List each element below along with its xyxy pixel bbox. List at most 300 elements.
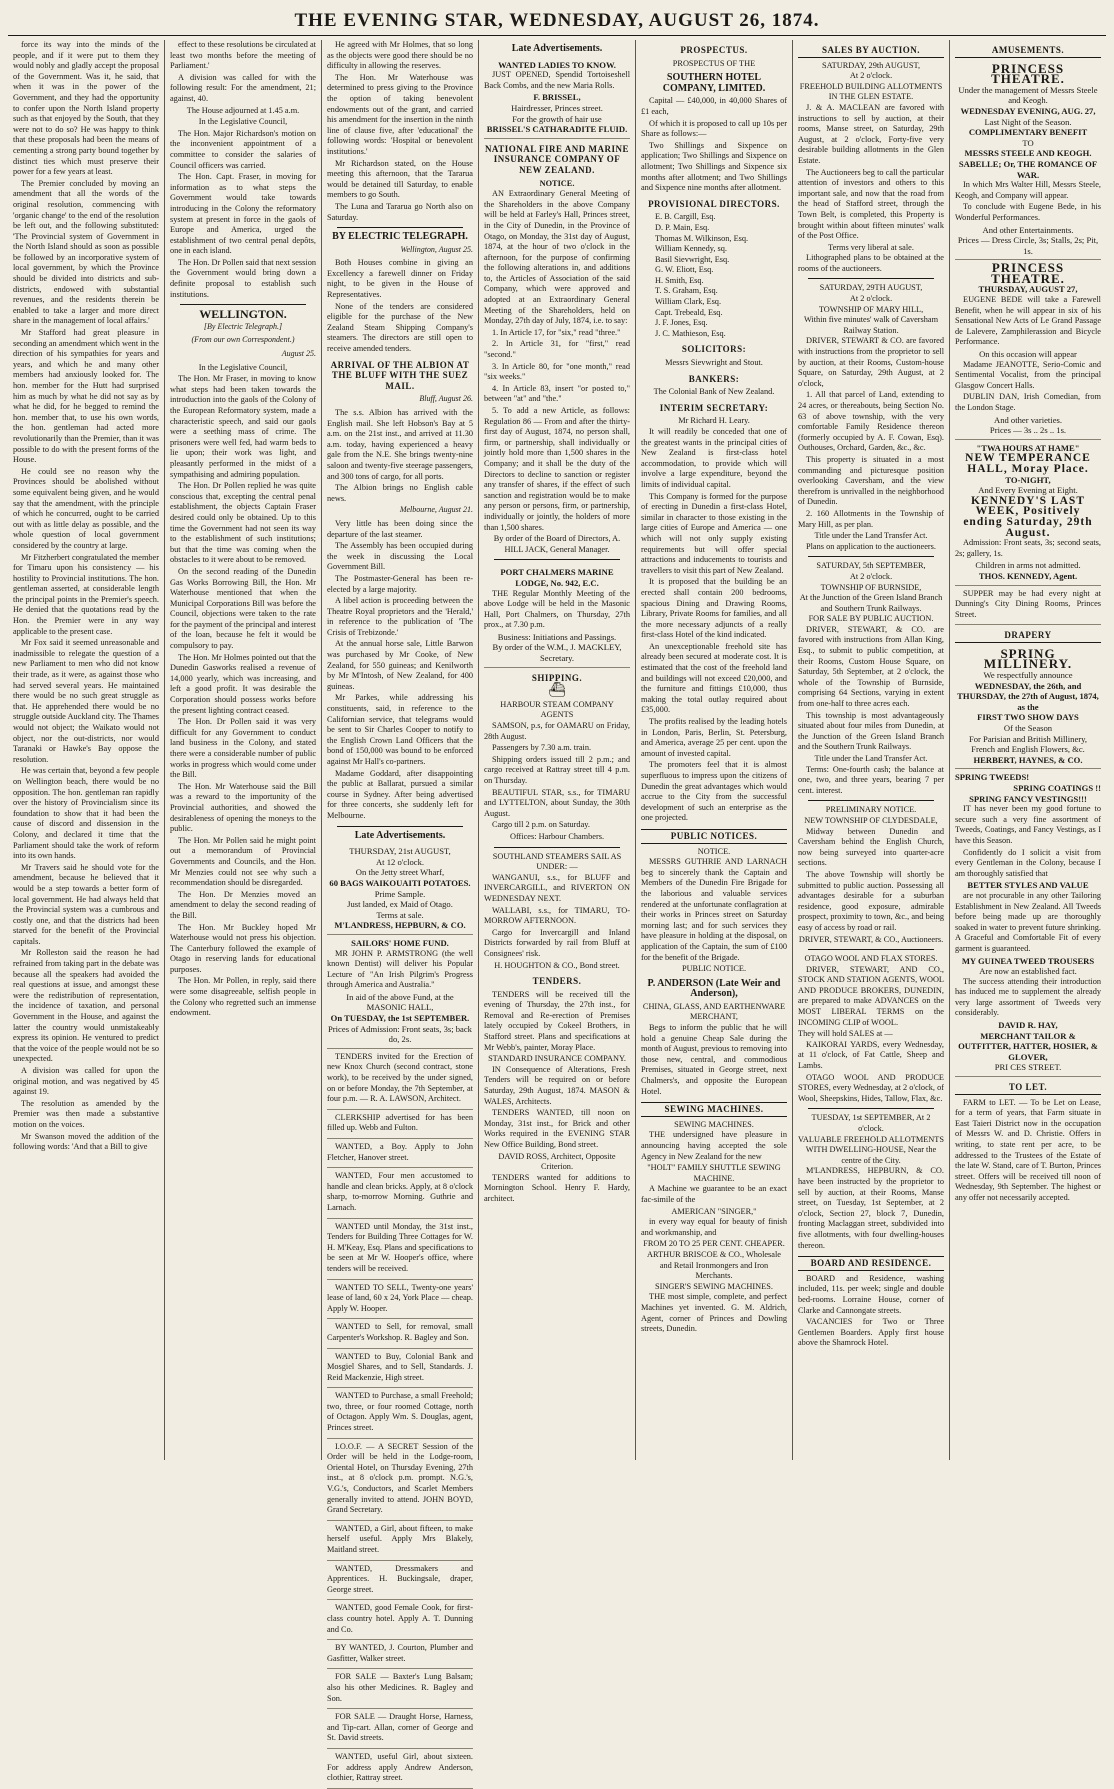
paragraph: At the annual horse sale, Little Barwon was purchased by Mr Cooke, of New Zealand, for 550 guineas; and Kenilworth by Mr M'Intosh, of New Zealand, for 400 guineas. xyxy=(327,639,473,691)
ad-title: PRINCESS THEATRE. xyxy=(991,260,1065,286)
divider xyxy=(494,847,620,848)
section-heading: BY ELECTRIC TELEGRAPH. xyxy=(332,231,468,243)
ad-line: MR JOHN P. ARMSTRONG (the well known Dentist) will deliver his Popular Lecture of "An Irish Pilgrim's Progress through America and Australia." xyxy=(327,948,473,990)
ad-line: ARTHUR BRISCOE & CO., Wholesale and Retail Ironmongers and Iron Merchants. xyxy=(647,1249,781,1281)
paragraph: He agreed with Mr Holmes, that so long as the objects were good there should be no difficulty in allowing the reserves. xyxy=(327,40,473,71)
ad-line: WANTED, Four men accustomed to handle and clean bricks. Apply, at 8 o'clock sharp, to-morrow Morning. Guthrie and Larnach. xyxy=(327,1171,473,1212)
advertisement xyxy=(327,935,473,1049)
section-heading: Late Advertisements. xyxy=(354,829,446,841)
section-heading: DRAPERY xyxy=(955,630,1101,643)
divider xyxy=(808,1108,934,1109)
advertisement xyxy=(955,769,1101,1077)
ad-line: BOARD and Residence, washing included, 11s. per week; single and double bed-rooms. Lorraine House, corner of Clarke and Cannongate streets. xyxy=(798,1273,944,1315)
advertisement xyxy=(327,1439,473,1521)
ad-line: TENDERS will be received till the evening of Thursday, the 27th inst., for Removal and Re-erection of Premises lately occupied by Cokeel Brothers, in Stafford street. Plans and specifications at Mr Webb's, painter, Moray Place. xyxy=(484,989,630,1052)
section-heading: PROVISIONAL DIRECTORS. xyxy=(648,198,780,209)
dateline: Wellington, August 25. xyxy=(400,244,473,254)
ad-line: EUGENE BEDE will take a Farewell Benefit, when he will appear in six of his Sensational New Acts of Le Grand Passage de Lalevere, Zamphilerassion and Bicycle Performance. xyxy=(955,295,1101,347)
paragraph: On the second reading of the Dunedin Gas Works Borrowing Bill, the Hon. Mr Waterhouse mentioned that when the Municipal Corporations Bill was before the Council, objections were taken to the rate for the payment of the principal and interest of the loan, because he felt it would be compulsory to pay. xyxy=(170,566,316,651)
ad-line: Title under the Land Transfer Act. xyxy=(814,531,928,541)
director-name: Capt. Trebeald, Esq. xyxy=(655,307,723,317)
ad-line: At 2 o'clock. xyxy=(849,571,893,581)
ad-line: DUBLIN DAN, Irish Comedian, from the London Stage. xyxy=(955,392,1101,412)
ad-title: SPRING MILLINERY. xyxy=(983,645,1073,672)
ad-line: 60 BAGS WAIKOUAITI POTATOES. xyxy=(329,877,471,888)
ad-line: SPRING FANCY VESTINGS!!! xyxy=(969,793,1087,804)
ad-line: WALLABI, s.s., for TIMARU, TO-MORROW AFTERNOON. xyxy=(484,905,630,926)
ad-line: FARM to LET. — To be Let on Lease, for a term of years, that Farm situate in East Taieri District now in the occupation of Messrs W. and D. Christie. Offers in writing, to state rent per acre, to be addressed to the Trustees of the Estate of the late W. Stand, care of T. Burton, Princes street. Offers will be received till noon of Wednesday, 9th September. The highest or any offer not necessarily accepted. xyxy=(955,1097,1101,1202)
ad-line: WEDNESDAY EVENING, AUG. 27, xyxy=(960,105,1096,116)
ad-line: Last Night of the Season. xyxy=(984,116,1072,127)
ad-line: SATURDAY, 5th SEPTEMBER, xyxy=(816,561,926,571)
ad-line: Mr Richard H. Leary. xyxy=(678,416,750,426)
ad-line: SATURDAY, 29th AUGUST, xyxy=(821,60,921,70)
ad-line: Terms: One-fourth cash; the balance at one, two, and three years, bearing 7 per cent. interest. xyxy=(798,764,944,795)
section-heading: SOLICITORS: xyxy=(681,344,747,355)
ad-line: In which Mrs Walter Hill, Messrs Steele, Keogh, and Company will appear. xyxy=(955,180,1101,200)
ad-line: FOR SALE — Baxter's Lung Balsam; also his other Medicines. R. Bagley and Son. xyxy=(327,1672,473,1703)
ad-line: TOWNSHIP OF MARY HILL, xyxy=(818,304,924,314)
director-name: G. W. Eliott, Esq. xyxy=(655,265,714,275)
column-1 xyxy=(8,40,164,1460)
section-heading: SHIPPING. xyxy=(531,672,583,683)
ad-line: Prices of Admission: Front seats, 3s; back do, 2s. xyxy=(328,1023,472,1045)
columns xyxy=(8,40,1106,1783)
ad-line: The above Township will shortly be submitted to public auction. Possessing all advantages desirable for a suburban residence, good exposure, admirable prospect, proximity to town, &c., and being easy of access by road or rail. xyxy=(798,869,944,932)
paragraph: By order of the Board of Directors, A. HILL JACK, General Manager. xyxy=(493,534,621,554)
ad-line: At 12 o'clock. xyxy=(375,856,425,867)
advertisement xyxy=(327,1110,473,1139)
ad-line: MY GUINEA TWEED TROUSERS xyxy=(961,955,1095,966)
paragraph: Begs to inform the public that he will hold a genuine Cheap Sale during the month of August, previous to removing into those new, central, and commodious Premises, situated in George street, next Chalmers's, and opposite the European Hotel. xyxy=(641,1023,787,1096)
ad-line: JUST OPENED, Spendid Tortoiseshell Back Combs, and the new Maria Rolls. xyxy=(484,70,630,90)
advertisement xyxy=(327,1319,473,1348)
notice-title: PUBLIC NOTICE. xyxy=(681,964,747,974)
ad-line: THURSDAY, AUGUST 27, xyxy=(978,284,1078,295)
ad-line: Terms very liberal at sale. xyxy=(828,242,914,252)
ad-line: WANTED, useful Girl, about sixteen. For address apply Andrew Anderson, clothier, Rattray street. xyxy=(327,1751,473,1783)
ad-line: On the Jetty street Wharf, xyxy=(355,867,445,878)
divider xyxy=(808,278,934,279)
section-heading: INTERIM SECRETARY: xyxy=(659,402,769,413)
ad-line: VACANCIES for Two or Three Gentlemen Boarders. Apply first house above the Shamrock Hotel. xyxy=(798,1317,944,1348)
ad-line: And other Entertainments. xyxy=(982,224,1074,235)
steamship-icon: ⛴ xyxy=(548,683,566,699)
director-name: E. B. Cargill, Esq. xyxy=(655,212,716,222)
paragraph: Mr Rolleston said the reason he had refrained from taking part in the debate was because all the speakers had avoided the real questions at issue, and amongst these were the redistribution of representation, the incidence of taxation, and personal Government in the House, and against the latter the country would unmistakeably express its opinion. He ventured to predict that the voice of the people would not be so unexpected. xyxy=(13,948,159,1064)
ad-line: in every way equal for beauty of finish and workmanship, and xyxy=(641,1217,787,1237)
ad-line: COMPLIMENTARY BENEFIT xyxy=(968,127,1088,138)
section-heading: SALES BY AUCTION. xyxy=(798,45,944,58)
advertisement xyxy=(955,440,1101,586)
ad-line: PRI CES STREET. xyxy=(994,1062,1062,1073)
advertisement xyxy=(327,1749,473,1789)
divider xyxy=(808,800,934,801)
ad-title: PRINCESS THEATRE. xyxy=(991,60,1065,87)
ad-line: WANTED LADIES TO KNOW. xyxy=(498,59,616,70)
paragraph: The Assembly has been occupied during the week in discussing the Local Government Bill. xyxy=(327,541,473,572)
ad-line: And Every Evening at Eight. xyxy=(978,485,1078,496)
ad-line: SOUTHLAND STEAMERS SAIL AS UNDER: — xyxy=(492,851,622,872)
ad-line: They will hold SALES at — xyxy=(798,1029,893,1039)
ad-line: FIRST TWO SHOW DAYS xyxy=(977,712,1079,723)
section-heading: AMUSEMENTS. xyxy=(955,45,1101,58)
ad-line: BRISSEL'S CATHARADITE FLUID. xyxy=(486,124,628,135)
paragraph: The Postmaster-General has been re-elected by a large majority. xyxy=(327,573,473,594)
paragraph: The Hon. Mr Fraser, in moving to know what steps had been taken towards the introduction into the gaols of the Colony of the European Reformatory system, made a characteristic speech, and said our gaols were a seething mass of crime. The prisoners were well fed, had warm beds to lie upon; their work was light, and pleasantly performed in the midst of a sympathising and admiring population. xyxy=(170,374,316,479)
section-heading: BOARD AND RESIDENCE. xyxy=(798,1256,944,1271)
ad-line: Just landed, ex Maid of Otago. xyxy=(347,899,453,910)
paragraph: 3. In Article 80, for "one month," read "six weeks." xyxy=(484,361,630,382)
paragraph: A libel action is proceeding between the Theatre Royal proprietors and the 'Herald,' in reference to the publication of 'The Crisis of Trebizonde.' xyxy=(327,596,473,637)
ad-line: WEDNESDAY, the 26th, and THURSDAY, the 27th of August, 1874, as the xyxy=(957,680,1099,712)
ad-line: Cargo till 2 p.m. on Saturday. xyxy=(492,820,590,830)
ad-line: DRIVER, STEWART, AND CO., STOCK AND STATION AGENTS, WOOL AND PRODUCE BROKERS, DUNEDIN, are prepared to make ADVANCES on the MOST LIBERAL TERMS on the INCOMING CLIP of WOOL. xyxy=(798,964,944,1027)
paragraph: This Company is formed for the purpose of erecting in Dunedin a first-class Hotel, similar in character to those existing in the large cities of Europe and America — one which will not only supply existing requirements but will offer special attractions and inducements to tourists and travellers to visit this part of New Zealand. xyxy=(641,491,787,575)
ad-line: DRIVER, STEWART & CO. are favored with instructions from the proprietor to sell by auction, at their Rooms, Custom-house Square, on Saturday, 29th August, at 2 o'clock, xyxy=(798,336,944,388)
ad-line: Terms at sale. xyxy=(376,909,424,920)
ad-line: TUESDAY, 1st SEPTEMBER, At 2 o'clock. xyxy=(811,1113,931,1133)
ad-line: THOS. KENNEDY, Agent. xyxy=(978,570,1078,581)
ad-line: The Colonial Bank of New Zealand. xyxy=(653,387,775,397)
dateline: (From our own Correspondent.) xyxy=(191,335,295,345)
director-name: J. C. Mathieson, Esq. xyxy=(655,328,726,338)
ad-line: TENDERS wanted for additions to Mornington School. Henry F. Hardy, architect. xyxy=(484,1172,630,1203)
dateline: Bluff, August 26. xyxy=(419,394,473,404)
paragraph: The Hon. Mr Pollen, in reply, said there were some disagreeable, selfish people in the Colony who regretted such an immense endowment. xyxy=(170,976,316,1018)
paragraph: Mr Richardson stated, on the House meeting this afternoon, that the Tararua would be detained till Saturday, to enable members to go South. xyxy=(327,158,473,200)
ad-line: WANTED until Monday, the 31st inst., Tenders for Building Three Cottages for W. H. M'Keay, Esq. Plans and specifications to be seen at Mr W. Hooper's office, where tenders will be received. xyxy=(327,1221,473,1273)
ad-line: PRELIMINARY NOTICE. xyxy=(825,805,917,815)
ad-line: Of the Season xyxy=(1003,723,1053,734)
ad-line: Under the management of Messrs Steele and Keogh. xyxy=(958,84,1098,106)
section-heading: TENDERS. xyxy=(532,976,582,987)
divider xyxy=(337,826,463,827)
ad-line: Passengers by 7.30 a.m. train. xyxy=(492,743,592,753)
section-heading: Late Advertisements. xyxy=(511,43,603,54)
paragraph: The resolution as amended by the Premier was then made a substantive motion on the voices. xyxy=(13,1098,159,1129)
ad-line: By order of the W.M., J. MACKLEY, Secretary. xyxy=(492,642,622,664)
ad-line: 1. All that parcel of Land, extending to 24 acres, or thereabouts, being Section No. 63 of above township, with the very comfortable Family Residence thereon (formerly occupied by A. F. Cowan, Esq). Outhouses, Orchard, Garden, &c., &c. xyxy=(798,390,944,453)
paragraph: It is proposed that the building be an erected shall contain 200 bedrooms, spacious Dining and Drawing Rooms, Library, Private Rooms for families, and all the more necessary adjuncts of a really first-class Hotel of the kind indicated. xyxy=(641,577,787,640)
ad-line: Title under the Land Transfer Act. xyxy=(814,754,928,763)
advertisement xyxy=(327,1521,473,1561)
paragraph: The Hon. Capt. Fraser, in moving for information as to what steps the Government would take towards introducing in the Colony the reformatory system at present in force in the gaols of Europe and America, urged the establishment of two central penal depôts, one in each island. xyxy=(170,172,316,256)
paragraph: He was certain that, beyond a few people on Wellington beach, there would be no opposition. The hon. gentleman ran rapidly over the history of Provincialism since its foundation to show that it had been the cause of discord and dissension in the Colony, and declared it time that the Parliament should take the work of reform into its own hands. xyxy=(13,766,159,861)
paragraph: In the Legislative Council, xyxy=(198,117,288,127)
paragraph: A division was called for upon the original motion, and was negatived by 45 against 19. xyxy=(13,1066,159,1097)
notice-title: NOTICE. xyxy=(539,178,575,188)
ad-line: "TWA HOURS AT HAME" xyxy=(976,442,1080,453)
column-5 xyxy=(635,40,792,1460)
ad-line: Capital — £40,000, in 40,000 Shares of £1 each, xyxy=(641,96,787,116)
ad-line: PROSPECTUS OF THE xyxy=(672,58,756,68)
ad-line: Of which it is proposed to call up 10s per Share as follows:— xyxy=(641,118,787,139)
ad-line: Confidently do I solicit a visit from every Gentleman in the Colony, because I am thoroughly satisfied that xyxy=(955,847,1101,878)
ad-line: H. HOUGHTON & CO., Bond street. xyxy=(494,960,620,970)
masthead: THE EVENING STAR, WEDNESDAY, AUGUST 26, 1874. xyxy=(8,8,1106,36)
ad-line: MERCHANT TAILOR & OUTFITTER, HATTER, HOSIER, & GLOVER, xyxy=(958,1030,1098,1062)
ad-line: M'LANDRESS, HEPBURN, & CO. have been instructed by the proprietor to sell by auction, at their Rooms, Manse street, on Tuesday, 1st September, at 2 o'clock, Section 27, block 7, Dunedin, fronting Maclaggan street, subdivided into five allotments, with four dwelling-houses thereon. xyxy=(798,1166,944,1250)
ad-line: A Machine we guarantee to be an exact fac-simile of the xyxy=(641,1184,787,1204)
column-6 xyxy=(792,40,949,1460)
section-heading: PUBLIC NOTICES. xyxy=(641,829,787,844)
ad-line: are not procurable in any other Tailoring Establishment in New Zealand. All Tweeds before being made up are thoroughly soaked in water to prevent future shrinking. A Graceful and Comfortable Fit of every garment is guaranteed. xyxy=(955,890,1101,953)
ad-line: The Auctioneers beg to call the particular attention of investors and others to this important sale, and now that the road from the head of Stafford street, through the Town Belt, is completed, this Property is brought within about fifteen minutes' walk of the Post Office. xyxy=(798,167,944,241)
ad-line: Cargo for Invercargill and Inland Districts forwarded by rail from Bluff at Consignees' risk. xyxy=(484,927,630,958)
paragraph: The Hon. Mr Buckley hoped Mr Waterhouse would not press his objection. The Canterbury followed the example of Otago in reserving lands for educational purposes. xyxy=(170,922,316,974)
ad-line: BY WANTED, J. Courton, Plumber and Gasfitter, Walker street. xyxy=(327,1643,473,1663)
ad-line: Within five minutes' walk of Caversham Railway Station. xyxy=(803,315,939,335)
ad-line: WANTED to Purchase, a small Freehold; two, three, or four roomed Cottage, north of Octagon. Apply Wm. S. Douglas, agent, Princes street. xyxy=(327,1391,473,1433)
dateline: Melbourne, August 21. xyxy=(399,505,473,515)
ad-line: Madame JEANOTTE, Serio-Comic and Sentimental Vocalist, from the principal Glasgow Concert Halls. xyxy=(955,359,1101,390)
dateline: [By Electric Telegraph.] xyxy=(203,321,283,331)
director-name: William Clark, Esq. xyxy=(655,297,722,307)
ad-line: For Parisian and British Millinery, xyxy=(968,733,1088,744)
advertisement xyxy=(484,57,630,139)
divider xyxy=(808,949,934,950)
ad-line: CHINA, GLASS, AND EARTHENWARE MERCHANT, xyxy=(642,1001,786,1022)
ad-line: WANTED, good Female Cook, for first-class country hotel. Apply A. T. Dunning and Co. xyxy=(327,1603,473,1634)
ad-line: SABELLE; Or, THE ROMANCE OF WAR. xyxy=(958,158,1098,180)
paragraph: It will readily be conceded that one of the greatest wants in the principal cities of New Zealand is first-class hotel accommodation, to provide which will involve a large expenditure, beyond the limits of individual capital. xyxy=(641,427,787,489)
column-2 xyxy=(164,40,321,1460)
ad-line: At 2 o'clock. xyxy=(849,71,893,81)
notice-title: NOTICE. xyxy=(697,846,731,856)
divider xyxy=(808,556,934,557)
ad-line: At the Junction of the Green Island Branch and Southern Trunk Railways. xyxy=(799,593,943,613)
ad-line: Shipping orders issued till 2 p.m.; and cargo received at Rattray street till 4 p.m. on Thursday. xyxy=(484,754,630,785)
ad-line: WANTED, Dressmakers and Apprentices. H. Buckingsale, draper, George street. xyxy=(327,1563,473,1594)
ad-line: "HOLT" FAMILY SHUTTLE SEWING MACHINE. xyxy=(647,1163,781,1183)
ad-line: TENDERS WANTED, till noon on Monday, 31st inst., for Brick and other Works required in the EVENING STAR New Office Building, Bond street. xyxy=(484,1108,630,1149)
ad-line: SAILORS' HOME FUND. xyxy=(351,937,449,948)
paragraph: 4. In Article 83, insert "or posted to," between "at" and "the." xyxy=(484,383,630,404)
paragraph: The Luna and Tararua go North also on Saturday. xyxy=(327,201,473,222)
advertisement xyxy=(955,586,1101,626)
paragraph: The Hon. Dr Pollen said that next session the Government would bring down a definite proposal to establish such institutions. xyxy=(170,257,316,299)
ad-title: NEW TEMPERANCE HALL, Moray Place. xyxy=(965,452,1091,475)
paragraph: The s.s. Albion has arrived with the English mail. She left Hobson's Bay at 5 a.m. on the 21st inst., and arrived at 11.30 a.m. today, having experienced a heavy gale from the N.E. She brings twenty-nine saloon and twenty-five steerage passengers, and 300 tons of cargo, for all ports. xyxy=(327,408,473,481)
ad-line: SATURDAY, 29TH AUGUST, xyxy=(819,283,923,293)
director-name: T. S. Graham, Esq. xyxy=(655,286,718,296)
advertisement xyxy=(327,843,473,935)
ad-line: DAVID ROSS, Architect, Opposite Criterion. xyxy=(498,1151,616,1172)
paragraph: He could see no reason why the Provinces should be abolished without some equivalent being given, and he would say that the amendment, with the principle of which he concurred, ought to be carried out with as little delay as possible, and the whole question of local government considered by the country at large. xyxy=(13,466,159,550)
ad-line: TO xyxy=(1022,137,1034,148)
ad-line: I.O.O.F. — A SECRET Session of the Order will be held in the Lodge-room, Oriental Hotel, on Thursday Evening, 27th inst., at 8 o'clock p.m. prompt. N.G.'s, V.G.'s, Conductors, and Scarlet Members generally invited to attend. JOHN BOYD, Grand Secretary. xyxy=(327,1441,473,1515)
ad-line: Business: Initiations and Passings. xyxy=(497,631,617,642)
paragraph: Mr Travers said he should vote for the amendment, because he believed that it would be a step towards a better form of local government. He had always held that the Provincial system was a cumbrous and costly one, and that the districts had been starved for the benefit of the Provincial capitals. xyxy=(13,862,159,946)
paragraph: 1. In Article 17, for "six," read "three." xyxy=(492,327,621,337)
paragraph: 2. In Article 31, for "first," read "second." xyxy=(484,339,630,360)
ad-line: FREEHOLD BUILDING ALLOTMENTS IN THE GLEN ESTATE. xyxy=(799,81,943,102)
advertisement xyxy=(327,1600,473,1640)
paragraph: effect to these resolutions be circulated at least two months before the meeting of Parliament.' xyxy=(170,40,316,71)
ad-line: To conclude with Eugene Bede, in his Wonderful Performances. xyxy=(955,202,1101,222)
ad-line: THE undersigned have pleasure in announcing having accepted the sole Agency in New Zealand for the new xyxy=(641,1130,787,1161)
ad-line: Are now an established fact. xyxy=(979,966,1077,977)
ad-line: J. & A. MACLEAN are favored with instructions to sell by auction, at their rooms, Manse street, on Saturday, 29th August, at 2 o'clock, Forty-five very desirable building allotments in the Glen Estate. xyxy=(798,102,944,165)
ad-line: THE Regular Monthly Meeting of the above Lodge will be held in the Masonic Hall, Port Chalmers, on Thursday, 27th prox., at 7.30 p.m. xyxy=(484,588,630,630)
advertisement xyxy=(327,1349,473,1389)
advertisement xyxy=(955,646,1101,770)
ad-line: This property is situated in a most commanding and picturesque position overlooking Caversham, and the view therefrom is unrivalled in the neighborhood of Dunedin. xyxy=(798,454,944,507)
director-name: Basil Sievwright, Esq. xyxy=(655,254,730,264)
paragraph: force its way into the minds of the people, and if it were put to them they would nobly and gladly accept the proposal of the Government. Was it, he said, that when it was in the power of the Government, and they had the opportunity to confer upon the North Island property such as that enjoyed by the South, that they were not to do so? He was happy to think that these proposals had been the means of cementing a strong party bound together by distinct ties which must preserve their power for a few years at least. xyxy=(13,40,159,177)
ad-line: P. ANDERSON (Late Weir and Anderson), xyxy=(647,977,781,1000)
paragraph: The Hon. Major Richardson's motion on the inconvenient appointment of a committee to consider the salaries of Council officers was carried. xyxy=(170,128,316,170)
advertisement xyxy=(484,564,630,667)
paragraph: Madame Goddard, after disappointing the public at Ballarat, pursued a similar course in Sydney. After being advertised for three concerts, she suddenly left for Melbourne. xyxy=(327,768,473,820)
ad-line: STANDARD INSURANCE COMPANY. xyxy=(488,1054,626,1064)
ad-line: DRIVER, STEWART, & CO., Auctioneers. xyxy=(798,934,944,944)
divider xyxy=(337,227,463,228)
paragraph: The profits realised by the leading hotels in London, Paris, Berlin, St. Petersburg, and America, average 25 per cent. upon the amount of invested capital. xyxy=(641,717,787,758)
section-heading: TO LET. xyxy=(955,1082,1101,1095)
ad-line: Two Shillings and Sixpence on application; Two Shillings and Sixpence on allotment; Two Shillings and Sixpence six months after allotment; and Two Shillings and Sixpence nine months after allotment. xyxy=(641,140,787,193)
ad-line: SOUTHERN HOTEL COMPANY, LIMITED. xyxy=(662,72,766,94)
advertisement xyxy=(327,1388,473,1438)
ad-line: NEW TOWNSHIP OF CLYDESDALE, xyxy=(804,815,938,825)
paragraph: Mr Fitzherbert congratulated the member for Timaru upon his consistency — his hostility to Provincial institutions. The hon. gentleman asserted, at considerable length the principal points in the Premier's speech. He denied that the quotations read by the Hon. the Premier were in any way applicable to the present case. xyxy=(13,552,159,636)
ad-line: The success attending their introduction has induced me to supplement the already very large assortment of Tweeds very considerably. xyxy=(955,976,1101,1018)
ad-line: IT has never been my good fortune to secure such a very fine assortment of Tweeds, Coatings, and Fancy Vestings, as I have this Season. xyxy=(955,804,1101,845)
section-heading: SEWING MACHINES. xyxy=(641,1102,787,1117)
ad-line: HARBOUR STEAM COMPANY AGENTS xyxy=(500,699,614,720)
paragraph: The Hon. Mr Holmes pointed out that the Dunedin Gasworks realised a revenue of 14,000 yearly, which was increasing, and left a good profit. It was desirable the Corporation should possess works before the present lighting contract ceased. xyxy=(170,652,316,715)
paragraph: Mr Fox said it seemed unreasonable and inadmissible to relegate the question of a new Parliament to men who did not know their trade, as it were, as against those who had served several years. He maintained there would be no such great struggle as that. He apprehended there would be no struggle outside Auckland city. The Thames would not object; the Waikato would not object, nor the out-districts, nor would Taranaki or Hawke's Bay oppose the resolution. xyxy=(13,638,159,764)
paragraph: The Premier concluded by moving an amendment that all the words of the original resolution, commencing with 'organic change' to the end of the resolution be left out, and the following substituted: 'The Provincial system of Government in the North Island should as soon as possible be followed by an incorporative system of local government, by which the Province should be divided into districts and sub-districts, endowed with substantial revenues, and the residents therein be enabled to take a larger and more direct share in the management of local affairs.' xyxy=(13,178,159,326)
paragraph: 5. To add a new Article, as follows: Regulation 86 — From and after the thirty-first day of August, 1874, no person shall, firm, or partnership, shall individually or jointly hold more than 1,500 shares in the Company; and it shall be the duty of the Directors to decline to sanction or register any transfer of shares, if the effect of such sanction and registration would be to make any person or persons, firm, or partnership, individually or jointly, the holders of more than 1,500 shares. xyxy=(484,406,630,532)
paragraph: An unexceptionable freehold site has already been secured at moderate cost. It is estimated that the cost of the freehold land and buildings will not exceed £20,000, and the furniture and fittings £10,000, thus making the total outlay required about £35,000. xyxy=(641,641,787,715)
ad-line: WANTED TO SELL, Twenty-one years' lease of land, 60 x 24, York Place — cheap. Apply W. Hooper. xyxy=(327,1282,473,1313)
ad-line: Prices — 3s .. 2s .. 1s. xyxy=(989,425,1067,436)
ad-line: Children in arms not admitted. xyxy=(975,560,1081,571)
ad-line: BEAUTIFUL STAR, s.s., for TIMARU and LYTTELTON, about Sunday, the 30th August. xyxy=(484,787,630,818)
ad-line: THURSDAY, 21st AUGUST, xyxy=(349,846,451,857)
paragraph: MESSRS GUTHRIE AND LARNACH beg to sincerely thank the Captain and Members of the Dunedin Fire Brigade for the laborious and valuable services rendered at the unfortunate conflagration at their works in Princes street on Saturday morning last; and for such services they have pleasure in holding at the disposal, on application of the Captain, the sum of £100 for the benefit of the Brigade. xyxy=(641,857,787,962)
section-heading: WELLINGTON. xyxy=(199,307,287,322)
section-heading: NATIONAL FIRE AND MARINE INSURANCE COMPANY OF NEW ZEALAND. xyxy=(484,143,630,175)
ad-line: At 2 o'clock. xyxy=(849,294,893,304)
ad-line: SUPPER may be had every night at Dunning's City Dining Rooms, Princes Street. xyxy=(955,588,1101,619)
paragraph: The Hon. Dr Pollen replied he was quite conscious that, excepting the central penal establishment, the objects Captain Fraser desired could only be obtained. Up to this time the Government had not seen its way to the establishment of such institutions; but that the time was coming when the obstacles to it were about to be removed. xyxy=(170,481,316,565)
ad-line: This township is most advantageously situated about four miles from Dunedin, at the Junction of the Green Island Branch and the Southern Trunk Railways. xyxy=(798,710,944,752)
ad-line: Messrs Sievwright and Stout. xyxy=(665,358,763,368)
paragraph: Very little has been doing since the departure of the last steamer. xyxy=(327,518,473,539)
ad-line: OTAGO WOOL AND PRODUCE STORES, every Wednesday, at 2 o'clock, of Wool, Sheepskins, Hides, Tallow, Flax, &c. xyxy=(798,1072,944,1103)
paragraph: None of the tenders are considered eligible for the purchase of the New Zealand Steam Shipping Company's steamers. The directors are still open to receive amended tenders. xyxy=(327,301,473,354)
paragraph: The Hon. Dr Menzies moved an amendment to delay the second reading of the Bill. xyxy=(170,889,316,920)
ad-line: TO-NIGHT, xyxy=(1005,474,1051,485)
paragraph: The Hon. Mr Pollen said he might point out a memorandum of Provincial Governments and Councils, and the Hon. Mr Menzies could not see why such a recommendation should be disregarded. xyxy=(170,835,316,888)
paragraph: Mr Parkes, while addressing his constituents, said, in reference to the Californian service, that telegrams would be sent to Sir Charles Cooper to notify to the English Crown Land Officers that the bond of 150,000 was bound to be enforced against Mr Hall's co-partners. xyxy=(327,693,473,766)
paragraph: Mr Swanson moved the addition of the following words: 'And that a Bill to give xyxy=(13,1131,159,1152)
director-name: J. F. Jones, Esq. xyxy=(655,318,708,328)
ad-line: On this occasion will appear xyxy=(979,349,1077,360)
ad-line: French and English Flowers, &c. xyxy=(971,744,1085,755)
column-3 xyxy=(321,40,478,1783)
director-name: William Kennedy, sq. xyxy=(655,244,727,254)
ad-line: TOWNSHIP OF BURNSIDE, xyxy=(820,582,922,592)
ad-line: THE most simple, complete, and perfect Machines yet invented. G. M. Aldrich, Agent, corner of Princes and Dowling streets, Dunedin. xyxy=(641,1292,787,1334)
ad-line: WANTED to Buy, Colonial Bank and Mosgiel Shares, and to Sell, Standards. J. Reid Mackenzie, High street. xyxy=(327,1351,473,1382)
ad-line: FROM 20 TO 25 PER CENT. CHEAPER. xyxy=(643,1239,785,1249)
ad-line: Admission: Front seats, 3s; second seats, 2s; gallery, 1s. xyxy=(955,538,1101,558)
ad-line: MESSRS STEELE AND KEOGH. xyxy=(964,148,1092,159)
ad-line: In aid of the above Fund, at the MASONIC HALL, xyxy=(346,991,454,1013)
ad-line: CLERKSHIP advertised for has been filled up. Webb and Fulton. xyxy=(327,1112,473,1133)
ad-line: And other varieties. xyxy=(993,414,1062,425)
column-4 xyxy=(478,40,635,1460)
ad-line: WANTED to Sell, for removal, small Carpenter's Workshop. R. Bagley and Son. xyxy=(327,1322,473,1342)
paragraph: Mr Stafford had great pleasure in seconding an amendment which went in the direction of his sympathies for years and years, and which he and many other members had anxiously looked for. The hon. member for the Hutt had surprised him as much by what he did not say as by what he did, for he begged to remind the hon. member that, to use his own words, the hon. gentleman had acted more revolutionarily than the Premier, than it was possible to do with the present forms of the House. xyxy=(13,328,159,465)
ad-line: Plans on application to the auctioneers. xyxy=(806,541,936,551)
ad-line: SPRING TWEEDS! xyxy=(955,772,1030,783)
ad-line: FOR SALE BY PUBLIC AUCTION. xyxy=(808,614,934,624)
ad-line: For the growth of hair use xyxy=(512,113,602,124)
ad-line: SINGER'S SEWING MACHINES. xyxy=(655,1281,773,1291)
ad-line: On TUESDAY, the 1st SEPTEMBER. xyxy=(330,1013,470,1024)
director-name: Thomas M. Wilkinson, Esq. xyxy=(655,233,749,243)
paragraph: The Hon. Mr Waterhouse was determined to press giving to the Province the option of taking benevolent endowments out of the grant, and carried his amendment for the insertion in the ninth line of clause five, after 'educational' the following words: 'Hospital or benevolent institutions.' xyxy=(327,72,473,156)
ad-line: BETTER STYLES AND VALUE xyxy=(967,880,1089,891)
advertisement xyxy=(327,1219,473,1280)
divider xyxy=(494,559,620,560)
ad-line: Hairdresser, Princes street. xyxy=(511,102,603,113)
ad-line: TENDERS invited for the Erection of new Knox Church (second contract, stone work), to be received by the under signed, on or before Monday, the 7th September, at four p.m. — R. A. LAWSON, Architect. xyxy=(327,1051,473,1104)
ad-line: Prices — Dress Circle, 3s; Stalls, 2s; Pit, 1s. xyxy=(957,235,1099,256)
ad-line: SAMSON, p.s, for OAMARU on Friday, 28th August. xyxy=(484,721,630,741)
advertisement xyxy=(327,1139,473,1168)
ad-line: FOR SALE — Draught Horse, Harness, and Tip-cart. Allan, corner of George and St. David streets. xyxy=(327,1712,473,1743)
ad-line: F. BRISSEL, xyxy=(533,92,581,103)
ad-line: Lithographed plans to be obtained at the rooms of the auctioneers. xyxy=(798,253,944,273)
director-name: D. P. Main, Esq. xyxy=(655,222,710,232)
paragraph: The Hon. Dr Pollen said it was very difficult for any Government to conduct land business in the Colony, and stated there were a considerable number of public works in progress which would come under the Bill. xyxy=(170,717,316,780)
ad-line: Offices: Harbour Chambers. xyxy=(509,831,605,841)
dateline: August 25. xyxy=(281,349,316,359)
paragraph: Both Houses combine in giving an Excellency a farewell dinner on Friday night, to be given in the House of Representatives. xyxy=(327,258,473,300)
ad-line: SEWING MACHINES. xyxy=(674,1119,754,1129)
ad-line: DRIVER, STEWART, & CO. are favored with instructions from Allan King, Esq., to submit to public competition, at their Rooms, Custom House Square, on Saturday, 5th September, at 2 o'clock, the whole of the Township of Burnside, comprising 64 Sections, varying in extent from one-half to three acres each. xyxy=(798,624,944,709)
section-heading: PROSPECTUS. xyxy=(680,45,748,55)
advertisement xyxy=(327,1561,473,1601)
advertisement xyxy=(955,260,1101,440)
paragraph: AN Extraordinary General Meeting of the Shareholders in the above Company will be held at Farley's Hall, Princes street, in the City of Dunedin, in the Province of Otago, on Monday, the 31st day of August, 1874, at the hour of two o'clock in the afternoon, for the purpose of confirming the following alterations in, and additions to, the Articles of Association of the said Company, which were approved and adopted at an Extraordinary General Meeting of the Shareholders, held on Monday, 27th day of July, 1874, i.e. to say: xyxy=(484,189,630,326)
director-name: H. Smith, Esq. xyxy=(655,275,704,285)
advertisement xyxy=(327,1049,473,1110)
ad-line: KAIKORAI YARDS, every Wednesday, at 11 o'clock, of Fat Cattle, Sheep and Lambs. xyxy=(798,1039,944,1071)
divider xyxy=(180,304,306,305)
section-heading: BANKERS: xyxy=(688,373,740,384)
ad-line: 2. 160 Allotments in the Township of Mary Hill, as per plan. xyxy=(798,508,944,529)
ad-line: DAVID R. HAY, xyxy=(998,1020,1058,1031)
ad-line: SPRING COATINGS !! xyxy=(1013,783,1101,793)
advertisement xyxy=(327,1168,473,1218)
ad-line: We respectfully announce xyxy=(983,670,1073,681)
ad-line: WANGANUI, s.s., for BLUFF and INVERCARGILL, and RIVERTON ON WEDNESDAY NEXT. xyxy=(484,872,630,903)
paragraph: The Albion brings no English cable news. xyxy=(327,483,473,503)
ad-line: OTAGO WOOL AND FLAX STORES. xyxy=(804,954,938,964)
ad-line: Midway between Dunedin and Caversham behind the English Church, now being surveyed into quarter-acre sections. xyxy=(798,826,944,868)
section-heading: ARRIVAL OF THE ALBION AT THE BLUFF WITH THE SUEZ MAIL. xyxy=(330,359,470,391)
advertisement xyxy=(955,61,1101,261)
ad-line: VALUABLE FREEHOLD ALLOTMENTS WITH DWELLING-HOUSE, Near the centre of the City. xyxy=(798,1134,944,1165)
paragraph: The Hon. Mr Waterhouse said the Bill was a reward to the importunity of the Provincial authorities, and showed the desirableness of opening the moneys to the public. xyxy=(170,781,316,834)
